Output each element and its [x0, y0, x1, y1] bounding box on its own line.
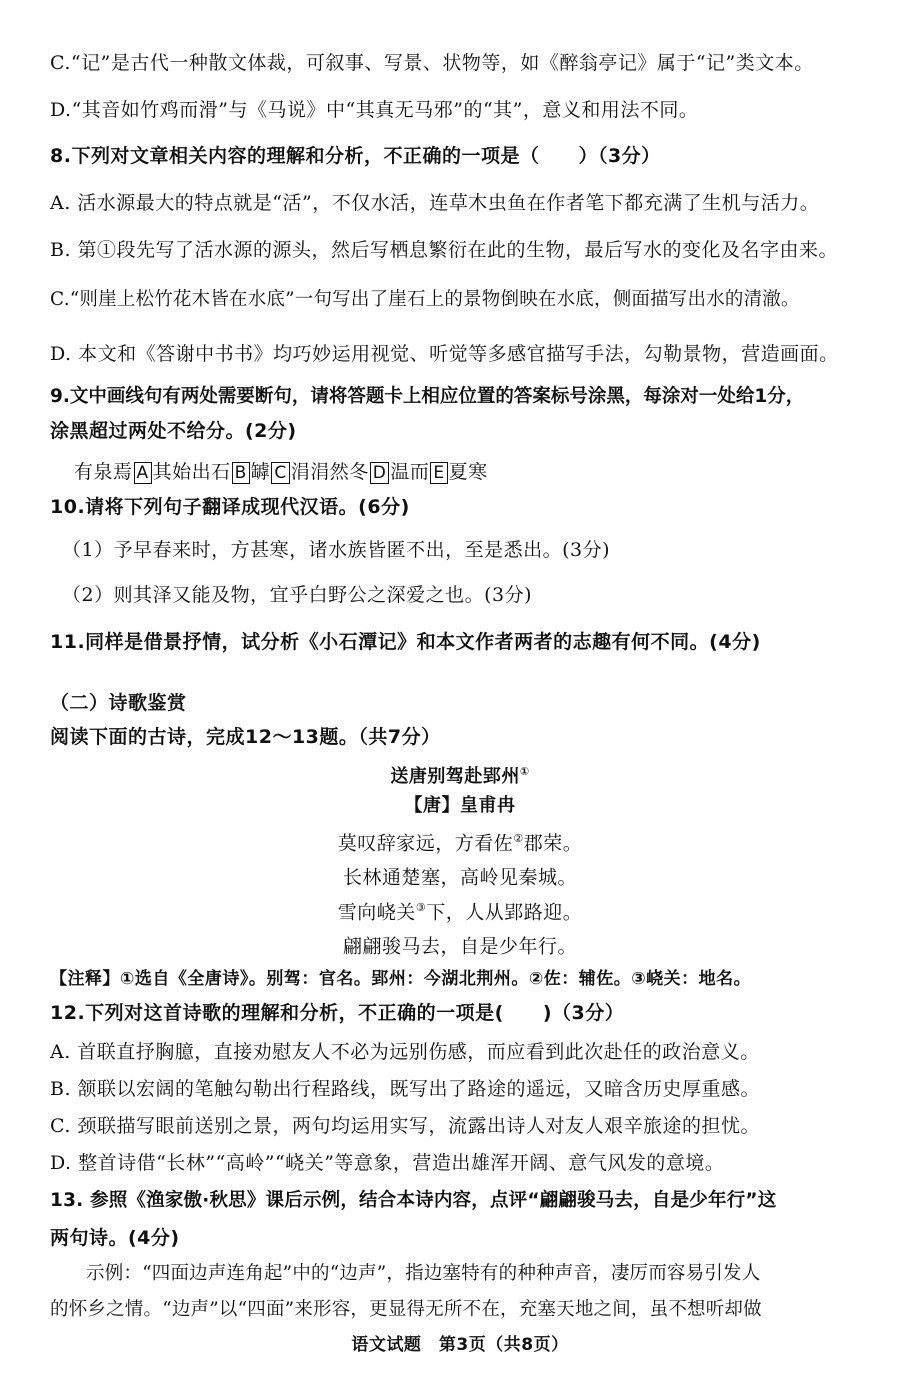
- segment-text: 其始出石: [152, 461, 231, 483]
- q8-option-b: B. 第①段先写了活水源的源头，然后写栖息繁衍在此的生物，最后写水的变化及名字由来。: [50, 239, 839, 261]
- q10-item-2: （2）则其泽又能及物，宜乎白野公之深爱之也。(3分): [62, 584, 533, 606]
- q9-sentence: [74, 459, 488, 485]
- page-footer: 语文试题 第3页（共8页）: [351, 1335, 569, 1355]
- q8-option-d: D. 本文和《答谢中书书》均巧妙运用视觉、听觉等多感官描写手法，勾勒景物，营造画面。: [50, 343, 839, 365]
- poem-annotation: 【注释】①选自《全唐诗》。别驾：官名。郢州：今湖北荆州。②佐：辅佐。③峣关：地名。: [50, 969, 752, 989]
- segment-text: 罅: [250, 461, 271, 483]
- break-box-c[interactable]: C: [271, 462, 289, 484]
- q13-example-line2: 的怀乡之情。“边声”以“四面”来形容，更显得无所不在，充塞天地之间，虽不想听却做: [50, 1299, 762, 1320]
- q13-example-line1: 示例：“四面边声连角起”中的“边声”，指边塞特有的种种声音，凄厉而容易引发人: [86, 1263, 761, 1284]
- q12-stem: 12.下列对这首诗歌的理解和分析，不正确的一项是( )（3分）: [50, 1002, 625, 1024]
- q10-item-1: （1）予早春来时，方甚寒，诸水族皆匿不出，至是悉出。(3分): [62, 539, 611, 561]
- q9-stem-line2: 涂黑超过两处不给分。(2分): [50, 420, 297, 442]
- poem-title-text: 送唐别驾赴郢州: [390, 766, 520, 787]
- poem-title-note: ①: [519, 765, 530, 778]
- q12-option-a: A. 首联直抒胸臆，直接劝慰友人不必为远别伤感，而应看到此次赴任的政治意义。: [50, 1041, 760, 1063]
- q10-stem: 10.请将下列句子翻译成现代汉语。(6分): [50, 496, 410, 518]
- q12-option-b: B. 颔联以宏阔的笔触勾勒出行程路线，既写出了路途的遥远，又暗含历史厚重感。: [50, 1078, 761, 1100]
- poem-line-1: 莫叹辞家远，方看佐②郡荣。: [337, 832, 583, 855]
- q12-option-d: D. 整首诗借“长林”“高岭”“峣关”等意象，营造出雄浑开阔、意气风发的意境。: [50, 1152, 725, 1174]
- break-box-e[interactable]: E: [430, 462, 447, 484]
- q12-option-c: C. 颈联描写眼前送别之景，两句均运用实写，流露出诗人对友人艰辛旅途的担忧。: [50, 1115, 760, 1137]
- q13-stem-line1: 13. 参照《渔家傲·秋思》课后示例，结合本诗内容，点评“翩翩骏马去，自是少年行”这: [50, 1190, 777, 1211]
- break-box-d[interactable]: D: [370, 462, 390, 484]
- q8-option-c: C.“则崖上松竹花木皆在水底”一句写出了崖石上的景物倒映在水底，侧面描写出水的清澈。: [50, 289, 800, 310]
- poem-line-4: 翩翩骏马去，自是少年行。: [342, 935, 577, 958]
- segment-text: 温而: [390, 461, 430, 483]
- poem-author: 【唐】皇甫冉: [404, 795, 516, 816]
- section-intro: 阅读下面的古诗，完成12～13题。（共7分）: [50, 726, 441, 748]
- poem-line-2: 长林通楚塞，高岭见秦城。: [342, 866, 577, 889]
- poem-title: [0, 759, 920, 790]
- q11-stem: 11.同样是借景抒情，试分析《小石潭记》和本文作者两者的志趣有何不同。(4分): [50, 631, 761, 653]
- segment-text: 有泉焉: [74, 461, 133, 483]
- q13-stem-line2: 两句诗。(4分): [50, 1227, 180, 1249]
- segment-text: 涓涓然冬: [290, 461, 369, 483]
- q7-option-d: D.“其音如竹鸡而滑”与《马说》中“其真无马邪”的“其”，意义和用法不同。: [50, 99, 699, 121]
- section-heading: （二）诗歌鉴赏: [50, 692, 187, 714]
- break-box-b[interactable]: B: [232, 462, 250, 484]
- segment-text: 夏寒: [448, 461, 488, 483]
- q8-option-a: A. 活水源最大的特点就是“活”，不仅水活，连草木虫鱼在作者笔下都充满了生机与活力。: [50, 192, 820, 214]
- break-box-a[interactable]: A: [134, 462, 152, 484]
- q9-stem-line1: 9.文中画线句有两处需要断句，请将答题卡上相应位置的答案标号涂黑，每涂对一处给1分，: [50, 386, 805, 407]
- poem-line-3: 雪向峣关③下，人从郢路迎。: [337, 901, 583, 924]
- q8-stem: 8.下列对文章相关内容的理解和分析，不正确的一项是（ ）（3分）: [50, 145, 661, 167]
- q7-option-c: C.“记”是古代一种散文体裁，可叙事、写景、状物等，如《醉翁亭记》属于“记”类文本。: [50, 52, 814, 74]
